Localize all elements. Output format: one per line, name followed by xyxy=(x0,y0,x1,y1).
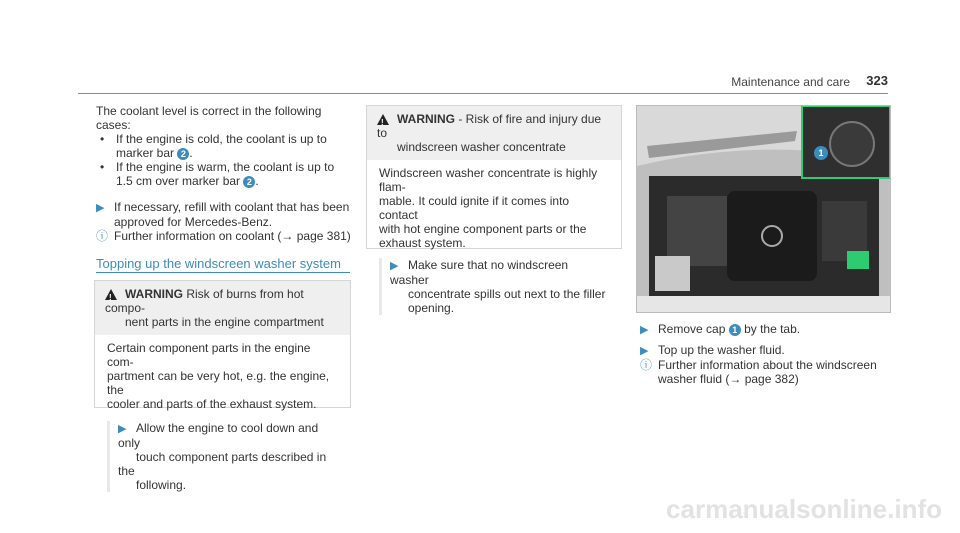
info-coolant xyxy=(96,229,356,243)
page-number: 323 xyxy=(866,73,888,88)
intro-text: The coolant level is correct in the following cases: xyxy=(96,104,322,132)
bullet-text: If the engine is cold, the coolant is up to xyxy=(116,132,327,146)
step-refill xyxy=(96,200,356,229)
step-text: concentrate spills out next to the filler xyxy=(408,287,606,301)
step-text: following. xyxy=(136,478,187,492)
warning-title: nent parts in the engine compartment xyxy=(125,315,324,329)
warning-title: windscreen washer concentrate xyxy=(397,140,566,154)
warning-label: WARNING xyxy=(397,112,455,126)
warning-box-fire xyxy=(366,105,622,315)
header-rule xyxy=(78,93,888,94)
bullet-dot: • xyxy=(100,132,105,146)
marker-2-badge: 2 xyxy=(177,148,189,160)
warning-line: Certain component parts in the engine com- xyxy=(107,341,311,369)
section-rule xyxy=(96,272,350,273)
warning-body xyxy=(367,160,621,323)
step-top-up xyxy=(640,343,900,358)
marker-2-badge: 2 xyxy=(243,176,255,188)
warning-body xyxy=(95,335,350,500)
warning-header xyxy=(95,281,350,335)
header-section: Maintenance and care xyxy=(731,75,850,89)
step-text: opening. xyxy=(408,301,455,315)
bullet-cold: • If the engine is cold, the coolant is up to marker bar 2 . xyxy=(100,132,327,160)
warning-icon xyxy=(105,289,117,300)
engine-bay-photo xyxy=(636,105,891,313)
warning-icon xyxy=(377,114,389,125)
warning-label: WARNING xyxy=(125,287,183,301)
bullet-text: If the engine is warm, the coolant is up to xyxy=(116,160,335,174)
bullet-text: marker bar xyxy=(116,146,175,160)
step-text: touch component parts described in the xyxy=(118,450,327,478)
warning-step xyxy=(107,421,338,492)
section-title: Topping up the windscreen washer system xyxy=(96,256,341,271)
warning-box-burns xyxy=(94,280,351,492)
warning-line: mable. It could ignite if it comes into contact xyxy=(379,194,570,222)
step-text: Allow the engine to cool down and only xyxy=(118,421,319,450)
step-remove-cap xyxy=(640,322,900,337)
step-text: Top up the washer fluid. xyxy=(658,343,785,357)
play-arrow-icon: ▶ xyxy=(640,324,649,336)
warning-line: cooler and parts of the exhaust system. xyxy=(107,397,317,411)
step-text: If necessary, refill with coolant that has been xyxy=(114,200,350,214)
info-icon: ⓘ xyxy=(640,358,653,372)
step-text: Make sure that no windscreen washer xyxy=(390,258,569,287)
bullet-dot: • xyxy=(100,160,105,174)
play-arrow-icon: ▶ xyxy=(390,260,399,272)
step-text: approved for Mercedes-Benz. xyxy=(114,215,273,229)
step-text: by the tab. xyxy=(744,322,801,336)
play-arrow-icon: ▶ xyxy=(96,202,105,214)
warning-title: Risk of burns from hot compo- xyxy=(105,287,304,315)
engine-bay-illustration xyxy=(637,106,890,312)
warning-line: with hot engine component parts or the xyxy=(379,222,587,236)
info-link-text[interactable]: washer fluid (→ page 382) xyxy=(658,372,799,386)
warning-title: - Risk of fire and injury due to xyxy=(377,112,602,140)
play-arrow-icon: ▶ xyxy=(640,345,649,357)
warning-header xyxy=(367,106,621,160)
watermark: carmanualsonline.info xyxy=(666,494,942,524)
right-steps xyxy=(640,322,900,386)
warning-line: exhaust system. xyxy=(379,236,466,250)
left-column xyxy=(96,104,356,243)
bullet-text: 1.5 cm over marker bar xyxy=(116,174,241,188)
play-arrow-icon: ▶ xyxy=(118,423,127,435)
warning-line: Windscreen washer concentrate is highly flam- xyxy=(379,166,598,194)
bullet-warm: • If the engine is warm, the coolant is up to 1.5 cm over marker bar 2 . xyxy=(100,160,335,188)
info-washer xyxy=(640,358,900,386)
info-icon: ⓘ xyxy=(96,229,109,243)
warning-step xyxy=(379,258,609,315)
warning-line: partment can be very hot, e.g. the engine, the xyxy=(107,369,330,397)
marker-1-badge: 1 xyxy=(729,324,741,336)
info-link-text[interactable]: Further information on coolant (→ page 381) xyxy=(114,229,351,243)
callout-1-badge: 1 xyxy=(814,146,828,160)
step-text: Remove cap xyxy=(658,322,726,336)
info-text: Further information about the windscreen xyxy=(658,358,877,372)
